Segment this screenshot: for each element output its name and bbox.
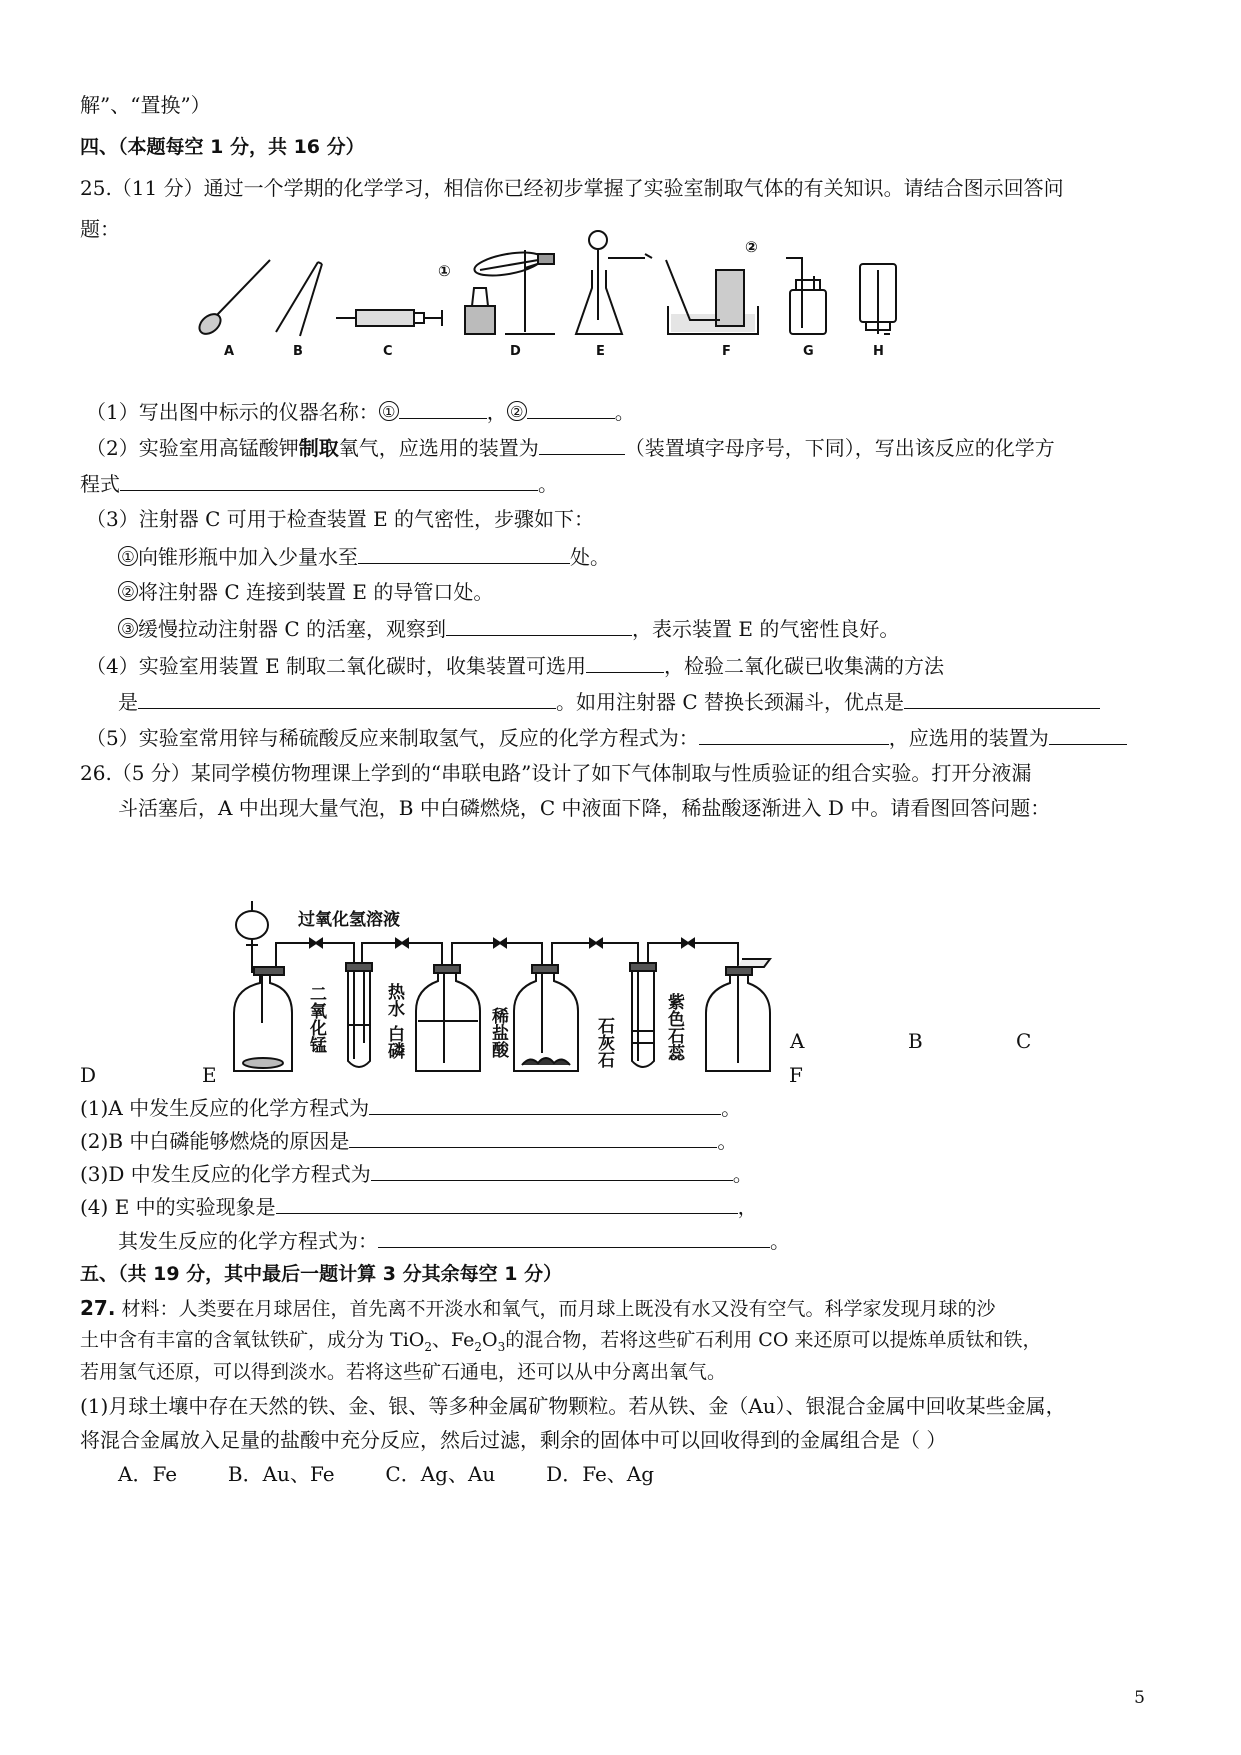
answer-blank[interactable] — [699, 724, 889, 745]
text-line: 程式 。 — [80, 472, 558, 496]
question-26-4: (4) E 中的实验现象是 ， — [80, 1195, 758, 1219]
funnel-label: 过氧化氢溶液 — [298, 910, 400, 930]
question-25-5: （5）实验室常用锌与稀硫酸反应来制取氢气，反应的化学方程式为： ，应选用的装置为 — [86, 724, 1127, 751]
apparatus-f-trough — [666, 260, 758, 334]
text-line: 是 。如用注射器 C 替换长颈漏斗，优点是 — [118, 688, 1100, 715]
question-25-1: （1）写出图中标示的仪器名称： ① ， ② 。 — [86, 400, 635, 424]
answer-blank[interactable] — [527, 398, 615, 419]
answer-blank[interactable] — [120, 470, 538, 491]
text-line: 斗活塞后，A 中出现大量气泡，B 中白磷燃烧，C 中液面下降，稀盐酸逐渐进入 D 中。请看图回答问题： — [118, 796, 1051, 820]
question-26-1: (1)A 中发生反应的化学方程式为 。 — [80, 1096, 742, 1120]
marker-2: ② — [745, 238, 758, 256]
text-line: 其发生反应的化学方程式为： 。 — [118, 1229, 790, 1253]
apparatus-label: H — [873, 344, 884, 359]
answer-blank[interactable] — [276, 1193, 738, 1214]
vessel-a-label: 二氧化锰 — [306, 985, 326, 1053]
figure-label-d: D — [80, 1063, 97, 1087]
answer-blank[interactable] — [399, 398, 487, 419]
question-26-2: (2)B 中白磷能够燃烧的原因是 。 — [80, 1129, 738, 1153]
answer-blank[interactable] — [371, 1160, 733, 1181]
question-25-4: （4）实验室用装置 E 制取二氧化碳时，收集装置可选用 ，检验二氧化碳已收集满的方法 — [86, 654, 945, 678]
answer-blank[interactable] — [349, 1127, 717, 1148]
section-heading: 五、（共 19 分，其中最后一题计算 3 分其余每空 1 分） — [80, 1263, 563, 1285]
figure-label-e: E — [202, 1063, 217, 1087]
answer-blank[interactable] — [1049, 724, 1127, 745]
vessel-d-label: 石灰石 — [594, 1017, 614, 1068]
question-26-3: (3)D 中发生反应的化学方程式为 。 — [80, 1162, 753, 1186]
question-27-material: 27. 材料：人类要在月球居住，首先离不开淡水和氧气，而月球上既没有水又没有空气。科学家发现月球的沙 — [80, 1296, 996, 1320]
step-3: ③ 缓慢拉动注射器 C 的活塞，观察到 ，表示装置 E 的气密性良好。 — [118, 615, 899, 642]
answer-blank[interactable] — [586, 652, 664, 673]
answer-blank[interactable] — [138, 688, 556, 709]
apparatus-a-spoon — [196, 260, 270, 338]
marker-1: ① — [438, 262, 451, 280]
choice-options[interactable]: A．Fe B．Au、Fe C．Ag、Au D．Fe、Ag — [118, 1462, 655, 1486]
apparatus-d-heating — [465, 248, 555, 334]
question-25-stem: 25.（11 分）通过一个学期的化学学习，相信你已经初步掌握了实验室制取气体的有关知识。请结合图示回答问 — [80, 176, 1064, 200]
vessel-e-label: 紫色石蕊 — [664, 993, 684, 1061]
text-line: 将混合金属放入足量的盐酸中充分反应，然后过滤，剩余的固体中可以回收得到的金属组合是（ ） — [80, 1428, 947, 1452]
apparatus-label: G — [803, 344, 814, 359]
answer-blank[interactable] — [358, 543, 570, 564]
answer-blank[interactable] — [369, 1094, 721, 1115]
apparatus-h-bottle — [860, 264, 896, 334]
step-2: ② 将注射器 C 连接到装置 E 的导管口处。 — [118, 579, 493, 605]
question-26-stem: 26.（5 分）某同学模仿物理课上学到的“串联电路”设计了如下气体制取与性质验证的组合实验。打开分液漏 — [80, 761, 1032, 785]
apparatus-g-bottle — [786, 258, 826, 334]
section-heading: 四、（本题每空 1 分，共 16 分） — [80, 136, 365, 158]
apparatus-label: B — [293, 344, 303, 359]
apparatus-label: C — [383, 344, 393, 359]
text-line: 解”、“置换”） — [80, 93, 211, 117]
page-number: 5 — [1134, 1688, 1145, 1708]
figure-label-a: A — [790, 1029, 805, 1053]
step-1: ① 向锥形瓶中加入少量水至 处。 — [118, 543, 610, 570]
text-line: 题： — [80, 217, 120, 241]
answer-blank[interactable] — [446, 615, 632, 636]
figure-label-b: B — [908, 1029, 923, 1053]
apparatus-label: A — [224, 344, 235, 359]
text-line: 土中含有丰富的含氧钛铁矿，成分为 TiO$_2$、$Fe_2O_3$的混合物，若将这些矿石利用 CO 来还原可以提炼单质钛和铁， — [80, 1329, 1042, 1354]
answer-blank[interactable] — [539, 434, 625, 455]
question-25-3: （3）注射器 C 可用于检查装置 E 的气密性，步骤如下： — [86, 507, 595, 531]
apparatus-label: F — [722, 344, 731, 359]
apparatus-figure — [190, 210, 920, 368]
answer-blank[interactable] — [904, 688, 1100, 709]
text-line: 若用氢气还原，可以得到淡水。若将这些矿石通电，还可以从中分离出氧气。 — [80, 1361, 727, 1383]
vessel-b-label-1: 热水 — [384, 983, 404, 1017]
question-25-2: （2）实验室用高锰酸钾制取氧气，应选用的装置为 （装置填字母序号，下同），写出该反应的化学方 — [86, 436, 1055, 460]
apparatus-e-flask — [576, 231, 652, 334]
apparatus-b-tweezers — [276, 262, 322, 336]
question-27-1: (1)月球土壤中存在天然的铁、金、银、等多种金属矿物颗粒。若从铁、金（Au）、银混合金属中回收某些金属， — [80, 1394, 1066, 1418]
series-apparatus-figure — [230, 893, 775, 1083]
answer-blank[interactable] — [378, 1227, 770, 1248]
apparatus-label: D — [510, 344, 521, 359]
apparatus-label: E — [596, 344, 605, 359]
vessel-c-label: 稀盐酸 — [488, 1007, 508, 1058]
vessel-b-label-2: 白磷 — [384, 1025, 404, 1059]
figure-label-c: C — [1016, 1029, 1032, 1053]
apparatus-c-syringe — [336, 310, 442, 326]
figure-label-f: F — [789, 1063, 803, 1087]
